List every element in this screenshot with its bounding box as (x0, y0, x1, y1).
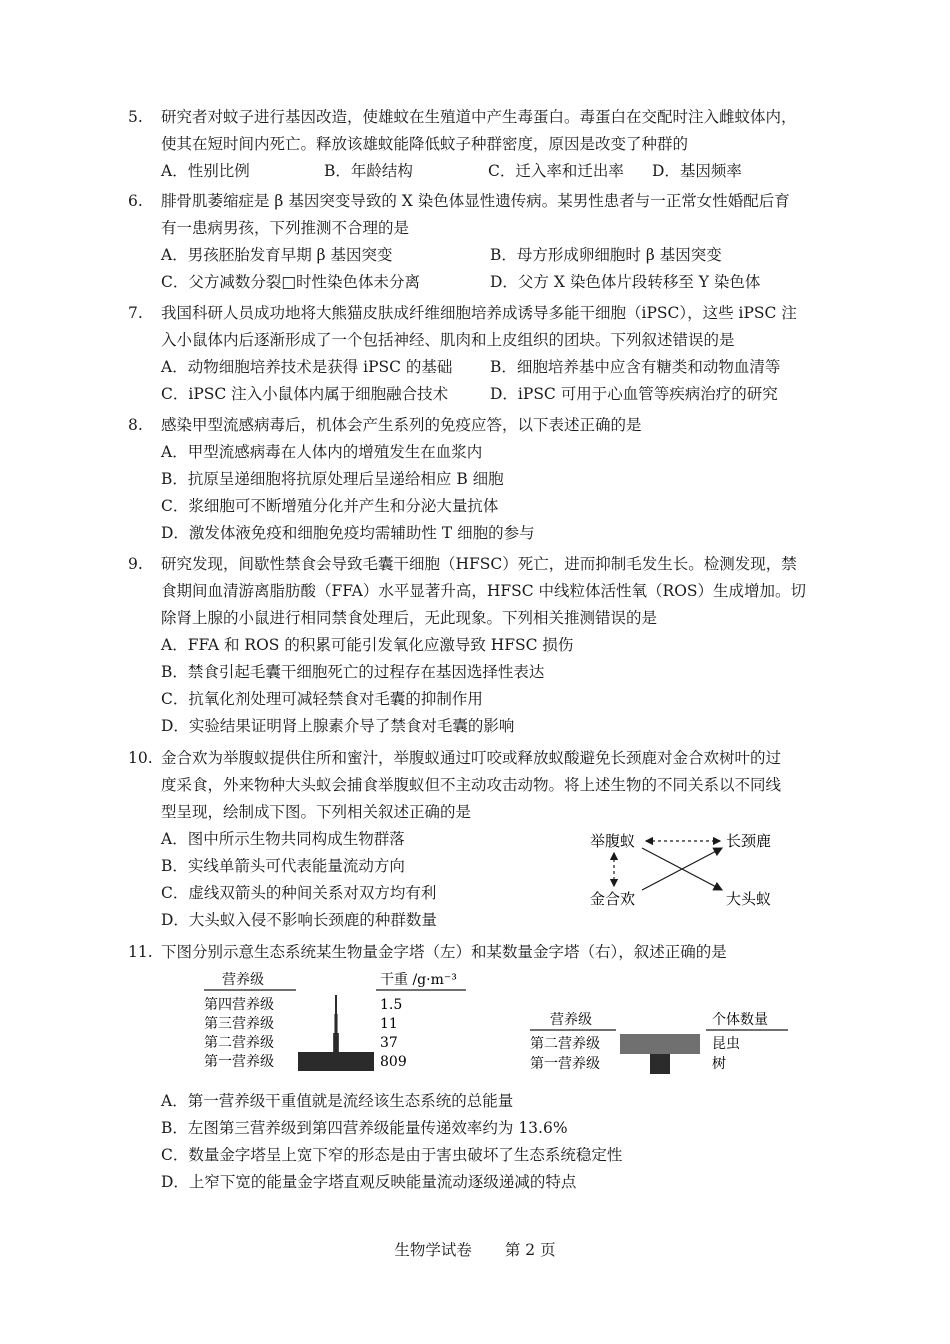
page-footer (0, 1238, 950, 1260)
number-header-value: 个体数量 (712, 1012, 768, 1028)
biomass-row-level: 第一营养级 (204, 1054, 274, 1070)
footer-page-number: 第 2 页 (504, 1241, 556, 1259)
option-b[interactable]: B．细胞培养基中应含有糖类和动物血清等 (490, 358, 781, 376)
question-text-line: 度采食，外来物种大头蚁会捕食举腹蚁但不主动攻击动物。将上述生物的不同关系以不同线 (161, 776, 782, 794)
option-d[interactable]: D．基因频率 (652, 162, 742, 180)
biomass-row-level: 第四营养级 (204, 997, 274, 1013)
option-b[interactable]: B．实线单箭头可代表能量流动方向 (161, 857, 405, 875)
number-row-level: 第一营养级 (530, 1056, 600, 1072)
option-d[interactable]: D．实验结果证明肾上腺素介导了禁食对毛囊的影响 (161, 717, 515, 735)
question-text-line: 入小鼠体内后逐渐形成了一个包括神经、肌肉和上皮组织的团块。下列叙述错误的是 (161, 331, 735, 349)
biomass-header-level: 营养级 (222, 972, 264, 988)
question-number: 11. (128, 943, 153, 961)
question-text-line: 型呈现，绘制成下图。下列相关叙述正确的是 (161, 803, 472, 821)
question-text-line: 食期间血清游离脂肪酸（FFA）水平显著升高，HFSC 中线粒体活性氧（ROS）生成增加。切 (161, 582, 807, 600)
option-c[interactable]: C．迁入率和迁出率 (488, 162, 624, 180)
option-a[interactable]: A．甲型流感病毒在人体内的增殖发生在血浆内 (161, 443, 483, 461)
option-c[interactable]: C．浆细胞可不断增殖分化并产生和分泌大量抗体 (161, 497, 499, 515)
biomass-row-value: 809 (380, 1054, 407, 1070)
biomass-row-value: 1.5 (380, 997, 403, 1013)
node-ant: 举腹蚁 (590, 832, 636, 850)
option-c[interactable]: C．iPSC 注入小鼠体内属于细胞融合技术 (161, 385, 449, 403)
footer-subject: 生物学试卷 (394, 1241, 472, 1259)
question-text-line: 研究者对蚊子进行基因改造，使雄蚊在生殖道中产生毒蛋白。毒蛋白在交配时注入雌蚊体内， (161, 108, 797, 126)
option-b[interactable]: B．母方形成卵细胞时 β 基因突变 (490, 246, 722, 264)
question-text-line: 使其在短时间内死亡。释放该雄蚊能降低蚊子种群密度，原因是改变了种群的 (161, 135, 689, 153)
number-header-level: 营养级 (550, 1012, 592, 1028)
option-c[interactable]: C．抗氧化剂处理可减轻禁食对毛囊的抑制作用 (161, 690, 483, 708)
option-a[interactable]: A．男孩胚胎发育早期 β 基因突变 (161, 246, 393, 264)
number-row-level: 第二营养级 (530, 1036, 600, 1052)
node-acacia: 金合欢 (590, 890, 636, 908)
option-d[interactable]: D．上窄下宽的能量金字塔直观反映能量流动逐级递减的特点 (161, 1173, 577, 1191)
question-text-line: 腓骨肌萎缩症是 β 基因突变导致的 X 染色体显性遗传病。某男性患者与一正常女性婚配后育 (161, 192, 790, 210)
number-row-organism: 昆虫 (712, 1036, 740, 1052)
biomass-header-value: 干重 /g·m⁻³ (380, 972, 457, 988)
option-b[interactable]: B．左图第三营养级到第四营养级能量传递效率约为 13.6% (161, 1119, 568, 1137)
biomass-bar (333, 1033, 339, 1052)
question-text-line: 感染甲型流感病毒后，机体会产生系列的免疫应答，以下表述正确的是 (161, 416, 642, 434)
question-text-line: 除肾上腺的小鼠进行相同禁食处理后，无此现象。下列相关推测错误的是 (161, 609, 658, 627)
question-text-line: 下图分别示意生态系统某生物量金字塔（左）和某数量金字塔（右），叙述正确的是 (161, 943, 727, 961)
number-bar-insects (620, 1034, 700, 1054)
option-c[interactable]: C．父方减数分裂□时性染色体未分离 (161, 273, 421, 291)
question-text-line: 有一患病男孩，下列推测不合理的是 (161, 219, 410, 237)
biomass-row-value: 37 (380, 1035, 398, 1051)
option-b[interactable]: B．抗原呈递细胞将抗原处理后呈递给相应 B 细胞 (161, 470, 504, 488)
option-d[interactable]: D．父方 X 染色体片段转移至 Y 染色体 (490, 273, 761, 291)
question-text-line: 金合欢为举腹蚁提供住所和蜜汁，举腹蚁通过叮咬或释放蚁酸避免长颈鹿对金合欢树叶的过 (161, 749, 782, 767)
option-c[interactable]: C．虚线双箭头的种间关系对双方均有利 (161, 884, 437, 902)
option-b[interactable]: B．年龄结构 (324, 162, 413, 180)
option-d[interactable]: D．激发体液免疫和细胞免疫均需辅助性 T 细胞的参与 (161, 524, 535, 542)
question-text-line: 我国科研人员成功地将大熊猫皮肤成纤维细胞培养成诱导多能干细胞（iPSC），这些 iPSC 注 (161, 304, 797, 322)
question-number: 6. (128, 192, 143, 210)
biomass-bar (335, 995, 337, 1014)
number-pyramid (520, 1000, 800, 1080)
biomass-bar (298, 1052, 374, 1071)
biomass-row-level: 第二营养级 (204, 1035, 274, 1051)
question-number: 7. (128, 304, 143, 322)
question-number: 8. (128, 416, 143, 434)
number-row-organism: 树 (712, 1056, 726, 1072)
option-d[interactable]: D．iPSC 可用于心血管等疾病治疗的研究 (490, 385, 778, 403)
species-relationship-diagram (580, 826, 790, 916)
option-a[interactable]: A．性别比例 (161, 162, 250, 180)
biomass-bar (334, 1014, 337, 1033)
question-number: 9. (128, 555, 143, 573)
option-c[interactable]: C．数量金字塔呈上宽下窄的形态是由于害虫破坏了生态系统稳定性 (161, 1146, 623, 1164)
option-a[interactable]: A．第一营养级干重值就是流经该生态系统的总能量 (161, 1092, 514, 1110)
biomass-row-level: 第三营养级 (204, 1016, 274, 1032)
biomass-pyramid (200, 968, 480, 1080)
option-a[interactable]: A．图中所示生物共同构成生物群落 (161, 830, 405, 848)
question-text-line: 研究发现，间歇性禁食会导致毛囊干细胞（HFSC）死亡，进而抑制毛发生长。检测发现，禁 (161, 555, 797, 573)
option-d[interactable]: D．大头蚁入侵不影响长颈鹿的种群数量 (161, 911, 437, 929)
number-bar-trees (650, 1054, 670, 1074)
question-number: 5. (128, 108, 143, 126)
option-a[interactable]: A．FFA 和 ROS 的积累可能引发氧化应激导致 HFSC 损伤 (161, 636, 574, 654)
option-a[interactable]: A．动物细胞培养技术是获得 iPSC 的基础 (161, 358, 453, 376)
option-b[interactable]: B．禁食引起毛囊干细胞死亡的过程存在基因选择性表达 (161, 663, 545, 681)
node-giraffe: 长颈鹿 (726, 832, 772, 850)
question-number: 10. (128, 749, 153, 767)
node-big-headed-ant: 大头蚁 (726, 890, 772, 908)
biomass-row-value: 11 (380, 1016, 398, 1032)
